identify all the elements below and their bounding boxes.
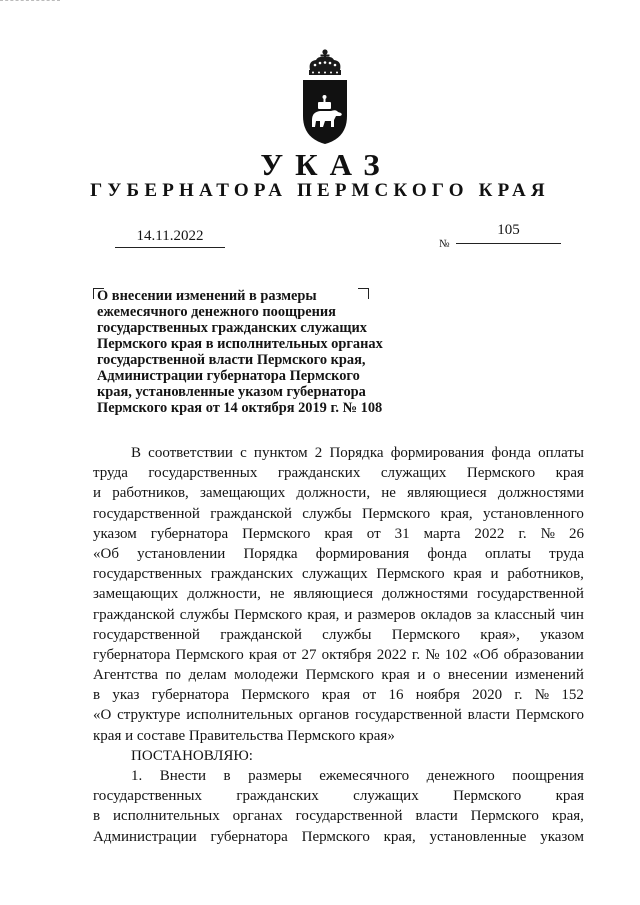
body-word: края xyxy=(555,788,584,805)
body-word: края xyxy=(248,646,278,663)
body-line xyxy=(93,625,584,645)
subject-line: О внесении изменений в размеры xyxy=(97,288,317,304)
body-word: поощрения xyxy=(512,768,584,784)
body-word: в xyxy=(223,768,231,784)
body-word: службы xyxy=(322,626,372,643)
body-line xyxy=(93,564,584,584)
body-word: государственных xyxy=(148,465,258,482)
body-word: 102 xyxy=(444,646,468,663)
coat-of-arms-icon xyxy=(298,48,352,148)
body-word: губернатора xyxy=(93,646,171,663)
body-word: службы xyxy=(302,505,352,522)
body-word: ежемесячного xyxy=(319,768,410,784)
body-word: края xyxy=(453,566,482,583)
body-word: государственной xyxy=(354,707,462,724)
body-line: ПОСТАНОВЛЯЮ: xyxy=(131,747,253,764)
body-word: не xyxy=(269,586,285,603)
body-line xyxy=(93,645,584,665)
body-word: служащих xyxy=(302,566,368,583)
body-word: Пермского xyxy=(301,828,370,845)
body-word: 2022 xyxy=(474,525,505,542)
body-word: Пермского xyxy=(241,687,310,704)
body-word: должностями xyxy=(497,485,584,502)
body-word: гражданских xyxy=(210,566,294,583)
body-word: изменений xyxy=(515,667,584,684)
body-word: труда xyxy=(93,465,128,482)
body-word: 31 xyxy=(394,525,410,542)
body-word: установленные xyxy=(429,828,527,845)
body-line xyxy=(93,605,584,625)
body-word: формирования xyxy=(315,545,410,562)
body-word: фонда xyxy=(491,445,531,461)
body-word: 2022 xyxy=(376,646,407,663)
body-word: соответствии xyxy=(148,445,233,461)
body-word: в xyxy=(93,687,101,704)
body-word: за xyxy=(476,606,490,623)
body-word: гражданской xyxy=(210,505,292,522)
document-date: 14.11.2022 xyxy=(115,228,225,248)
body-word: являющиеся xyxy=(293,586,374,603)
body-word: должности, xyxy=(296,485,371,502)
body-word: труда xyxy=(549,545,584,562)
body-word: размеры xyxy=(248,768,302,784)
body-word: края, xyxy=(440,505,473,522)
body-word: должности, xyxy=(187,586,261,603)
body-word: Пермского xyxy=(453,788,522,805)
body-word: служащих xyxy=(380,465,447,482)
body-word: В xyxy=(131,445,142,461)
body-word: края xyxy=(324,525,353,542)
body-word: г. xyxy=(518,525,527,542)
body-word: формирования xyxy=(390,445,485,461)
body-word: органах xyxy=(232,808,283,825)
document-title: УКАЗ xyxy=(260,147,392,182)
body-word: замещающих xyxy=(93,586,179,603)
number-sign: № xyxy=(439,238,450,250)
body-word: 1. xyxy=(131,768,143,784)
body-word: губернатора xyxy=(150,525,229,542)
body-word: от xyxy=(362,687,377,704)
body-word: указом xyxy=(540,828,584,845)
body-word: края xyxy=(555,465,584,482)
body-word: образовании xyxy=(503,646,584,663)
body-word: Пермского xyxy=(234,606,303,623)
subject-line: края, установленные указом губернатора xyxy=(97,384,366,400)
body-line xyxy=(93,705,584,725)
body-line xyxy=(93,524,584,544)
body-word: служащих xyxy=(353,788,419,805)
body-word: чин xyxy=(560,606,584,623)
body-word: гражданских xyxy=(277,465,361,482)
body-word: г. xyxy=(514,687,523,704)
body-line xyxy=(93,786,584,806)
body-word: окладов xyxy=(420,606,472,623)
body-word: гражданской xyxy=(220,626,302,643)
body-word: Внести xyxy=(159,768,207,784)
body-word: Пермского xyxy=(305,667,374,684)
body-word: государственной xyxy=(93,505,200,522)
body-word: государственных xyxy=(93,566,202,583)
body-word: 16 xyxy=(388,687,404,704)
body-word: Пермского xyxy=(361,505,431,522)
body-word: должностями xyxy=(381,586,469,603)
body-line xyxy=(93,463,584,483)
body-word: службы xyxy=(179,606,230,623)
body-word: края xyxy=(381,667,410,684)
body-word: указом xyxy=(540,626,584,643)
body-word: работников, xyxy=(507,566,584,583)
body-line: края и составе Правительства Пермского края» xyxy=(93,727,395,744)
body-word: работников, xyxy=(112,485,189,502)
body-word: «Об xyxy=(472,646,499,663)
body-word: и xyxy=(344,606,353,623)
body-line xyxy=(93,443,584,463)
body-word: власти xyxy=(467,707,510,724)
body-word: исполнительных xyxy=(113,808,220,825)
body-word: фонда xyxy=(427,545,467,562)
body-word: по xyxy=(165,667,182,684)
body-word: марта xyxy=(423,525,461,542)
body-word: края, xyxy=(551,808,584,825)
body-word: № xyxy=(425,646,440,663)
body-word: внесении xyxy=(447,667,508,684)
body-word: являющиеся xyxy=(407,485,487,502)
body-word: не xyxy=(381,485,396,502)
body-line xyxy=(93,483,584,503)
body-word: Порядка xyxy=(329,445,384,461)
body-word: власти xyxy=(415,808,458,825)
body-word: оплаты xyxy=(485,545,531,562)
body-word: 152 xyxy=(561,687,584,704)
body-word: 27 xyxy=(301,646,317,663)
body-line xyxy=(93,504,584,524)
body-word: денежного xyxy=(426,768,495,784)
body-line xyxy=(93,544,584,564)
body-word: губернатора xyxy=(210,828,288,845)
body-word: Порядка xyxy=(243,545,298,562)
body-word: № xyxy=(540,525,555,542)
body-word: структуре xyxy=(117,707,181,724)
body-line xyxy=(93,685,584,705)
body-word: с xyxy=(240,445,247,461)
body-word: пунктом xyxy=(253,445,308,461)
body-word: гражданской xyxy=(93,606,175,623)
body-word: исполнительных xyxy=(186,707,293,724)
document-subject xyxy=(97,288,417,416)
subject-line: Пермского края в исполнительных органах xyxy=(97,336,383,352)
body-word: указ xyxy=(112,687,140,704)
body-line xyxy=(93,665,584,685)
body-word: замещающих xyxy=(199,485,286,502)
body-word: классный xyxy=(494,606,556,623)
body-word: «Об xyxy=(93,545,119,562)
body-word: Пермского xyxy=(515,707,584,724)
body-line xyxy=(93,584,584,604)
document-number: 105 xyxy=(456,222,561,244)
body-word: края», xyxy=(480,626,520,643)
body-word: государственной xyxy=(93,626,200,643)
body-word: и xyxy=(417,667,426,684)
body-word: и xyxy=(93,485,102,502)
body-word: государственной xyxy=(295,808,403,825)
body-word: гражданских xyxy=(236,788,319,805)
body-word: края, xyxy=(383,828,416,845)
body-word: молодежи xyxy=(234,667,299,684)
body-word: ноября xyxy=(415,687,460,704)
body-word: делам xyxy=(188,667,227,684)
body-line xyxy=(93,766,584,786)
body-word: и xyxy=(490,566,499,583)
subject-line: Администрации губернатора Пермского xyxy=(97,368,360,384)
subject-line: государственной власти Пермского края, xyxy=(97,352,366,368)
body-word: Пермского xyxy=(470,808,539,825)
body-line xyxy=(93,827,584,847)
subject-line: ежемесячного денежного поощрения xyxy=(97,304,336,320)
body-word: Администрации xyxy=(93,828,197,845)
body-word: № xyxy=(534,687,550,704)
body-word: Пермского xyxy=(376,566,445,583)
body-word: Пермского xyxy=(391,626,460,643)
body-word: размеров xyxy=(357,606,416,623)
body-word: 2 xyxy=(314,445,323,461)
body-word: государственных xyxy=(93,788,202,805)
body-word: 2020 xyxy=(472,687,503,704)
body-word: государственной xyxy=(477,586,584,603)
document-subtitle: ГУБЕРНАТОРА ПЕРМСКОГО КРАЯ xyxy=(90,180,550,201)
body-word: «О xyxy=(93,707,112,724)
body-line xyxy=(93,806,584,826)
body-word: установлении xyxy=(137,545,226,562)
body-word: Пермского xyxy=(466,465,536,482)
body-word: г. xyxy=(411,646,421,663)
body-word: октября xyxy=(321,646,372,663)
body-word: в xyxy=(93,808,101,825)
crop-mark xyxy=(0,0,60,7)
body-word: от xyxy=(366,525,381,542)
subject-line: государственных гражданских служащих xyxy=(97,320,367,336)
body-word: края, xyxy=(307,606,340,623)
body-word: края xyxy=(321,687,351,704)
subject-line: Пермского края от 14 октября 2019 г. № 108 xyxy=(97,400,383,416)
body-word: органов xyxy=(298,707,350,724)
body-word: от xyxy=(282,646,297,663)
body-word: Пермского xyxy=(175,646,244,663)
body-word: указом xyxy=(93,525,137,542)
document-body xyxy=(93,443,584,847)
body-word: оплаты xyxy=(538,445,584,461)
body-word: установленного xyxy=(482,505,584,522)
body-word: Агентства xyxy=(93,667,158,684)
body-word: губернатора xyxy=(151,687,230,704)
body-word: о xyxy=(432,667,441,684)
body-word: Пермского xyxy=(242,525,311,542)
body-word: 26 xyxy=(569,525,584,542)
